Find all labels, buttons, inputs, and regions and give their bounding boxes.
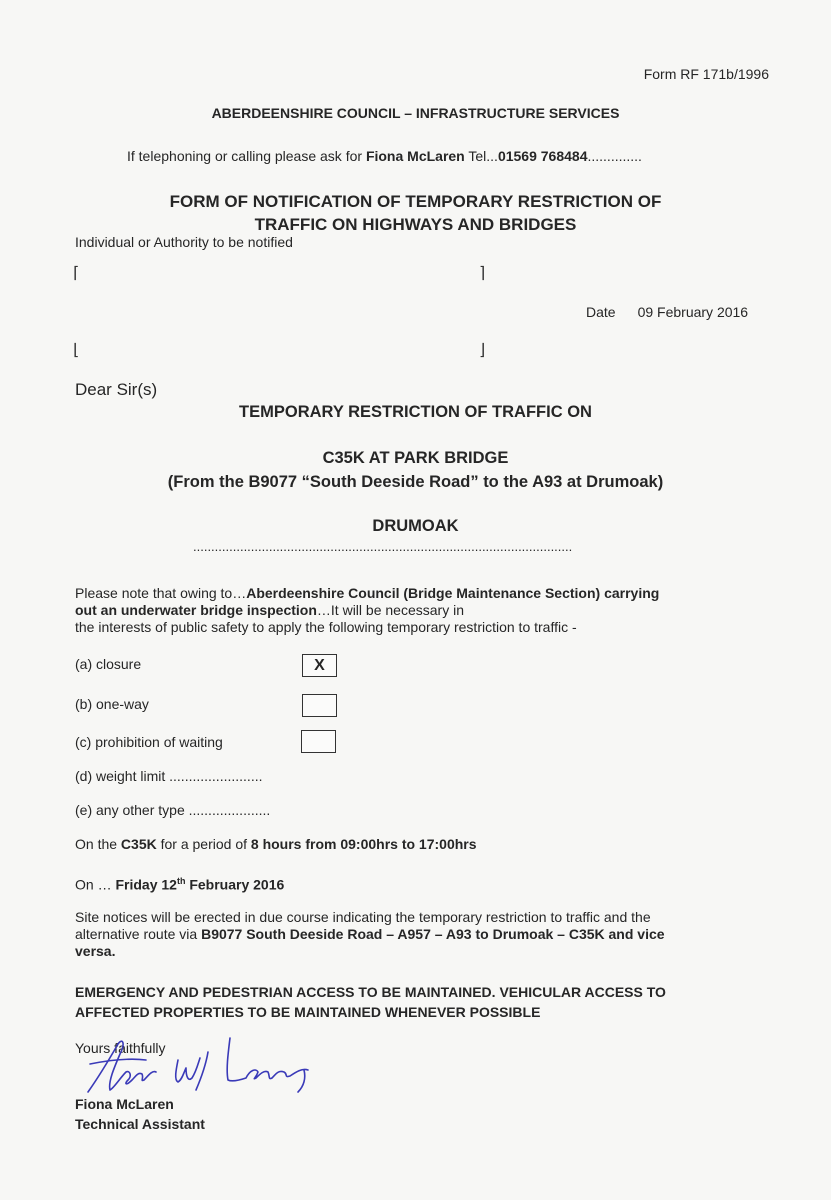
option-other-type: (e) any other type ..................... bbox=[75, 802, 271, 818]
one-way-checkbox[interactable] bbox=[302, 694, 337, 717]
option-closure-label: (a) closure bbox=[75, 656, 142, 672]
period-detail: 8 hours from 09:00hrs to 17:00hrs bbox=[250, 836, 477, 852]
road-heading: C35K AT PARK BRIDGE bbox=[322, 449, 509, 467]
address-bracket-bottom-right: ⌋ bbox=[479, 342, 486, 359]
site-notice-line1: Site notices will be erected in due course indicating the temporary restriction to traffic and the bbox=[75, 909, 651, 925]
emergency-line2: AFFECTED PROPERTIES TO BE MAINTAINED WHENEVER POSSIBLE bbox=[75, 1004, 541, 1020]
on-date-sup: th bbox=[176, 876, 186, 886]
restriction-heading: TEMPORARY RESTRICTION OF TRAFFIC ON bbox=[239, 403, 592, 421]
notice-suffix: …It will be necessary in bbox=[316, 602, 464, 618]
date-value: 09 February 2016 bbox=[637, 304, 749, 320]
option-one-way-label: (b) one-way bbox=[75, 696, 149, 712]
signatory-block bbox=[75, 1094, 205, 1134]
contact-tel-label: Tel... bbox=[464, 148, 498, 164]
period-mid: for a period of bbox=[156, 836, 251, 852]
salutation: Dear Sir(s) bbox=[75, 380, 158, 399]
form-title-line1: FORM OF NOTIFICATION OF TEMPORARY RESTRICTION OF bbox=[169, 192, 662, 211]
site-notice-route: B9077 South Deeside Road – A957 – A93 to Drumoak – C35K and vice bbox=[201, 926, 665, 942]
emergency-line1: EMERGENCY AND PEDESTRIAN ACCESS TO BE MAINTAINED. VEHICULAR ACCESS TO bbox=[75, 984, 666, 1000]
contact-tel: 01569 768484 bbox=[497, 148, 588, 164]
option-weight-limit: (d) weight limit ........................ bbox=[75, 768, 263, 784]
on-date-line bbox=[75, 873, 284, 894]
date-line bbox=[586, 304, 748, 320]
period-road: C35K bbox=[120, 836, 157, 852]
notice-paragraph bbox=[75, 585, 659, 636]
notice-reason-line2: out an underwater bridge inspection bbox=[75, 602, 317, 618]
date-label: Date bbox=[586, 304, 616, 320]
on-date-rest: February 2016 bbox=[185, 876, 285, 893]
closing: Yours faithfully bbox=[75, 1040, 166, 1056]
place-heading: DRUMOAK bbox=[372, 517, 459, 535]
option-prohibition-label: (c) prohibition of waiting bbox=[75, 734, 223, 750]
notice-line3: the interests of public safety to apply the following temporary restriction to traffic - bbox=[75, 619, 577, 635]
contact-line bbox=[127, 148, 642, 164]
contact-prefix: If telephoning or calling please ask for bbox=[127, 148, 366, 164]
site-notice-paragraph bbox=[75, 909, 665, 960]
site-notice-line3: versa. bbox=[75, 943, 116, 959]
contact-suffix: .............. bbox=[587, 148, 642, 164]
period-prefix: On the bbox=[75, 836, 121, 852]
site-notice-line2-prefix: alternative route via bbox=[75, 926, 202, 942]
signatory-name: Fiona McLaren bbox=[75, 1096, 174, 1112]
period-line bbox=[75, 836, 477, 853]
on-date-prefix: On … bbox=[75, 876, 116, 893]
form-title bbox=[0, 190, 831, 236]
council-header: ABERDEENSHIRE COUNCIL – INFRASTRUCTURE SERVICES bbox=[211, 105, 620, 121]
handwritten-signature bbox=[80, 1030, 320, 1100]
notify-label: Individual or Authority to be notified bbox=[75, 234, 293, 250]
notice-prefix: Please note that owing to… bbox=[75, 585, 247, 601]
address-bracket-top-right: ⌉ bbox=[479, 265, 486, 282]
route-heading: (From the B9077 “South Deeside Road” to the A93 at Drumoak) bbox=[167, 473, 664, 491]
emergency-notice bbox=[75, 982, 666, 1022]
form-title-line2: TRAFFIC ON HIGHWAYS AND BRIDGES bbox=[254, 215, 577, 234]
prohibition-checkbox[interactable] bbox=[301, 730, 336, 753]
form-reference: Form RF 171b/1996 bbox=[643, 66, 769, 82]
signatory-role: Technical Assistant bbox=[75, 1116, 205, 1132]
on-date-day: Friday 12 bbox=[115, 876, 177, 893]
address-bracket-bottom-left: ⌊ bbox=[73, 342, 80, 359]
dotted-line: ......................................................................................................... bbox=[193, 539, 573, 554]
address-bracket-top-left: ⌈ bbox=[73, 265, 80, 282]
contact-name: Fiona McLaren bbox=[365, 148, 465, 164]
closure-checkbox[interactable]: X bbox=[302, 654, 337, 677]
notice-reason-line1: Aberdeenshire Council (Bridge Maintenance Section) carrying bbox=[246, 585, 660, 601]
